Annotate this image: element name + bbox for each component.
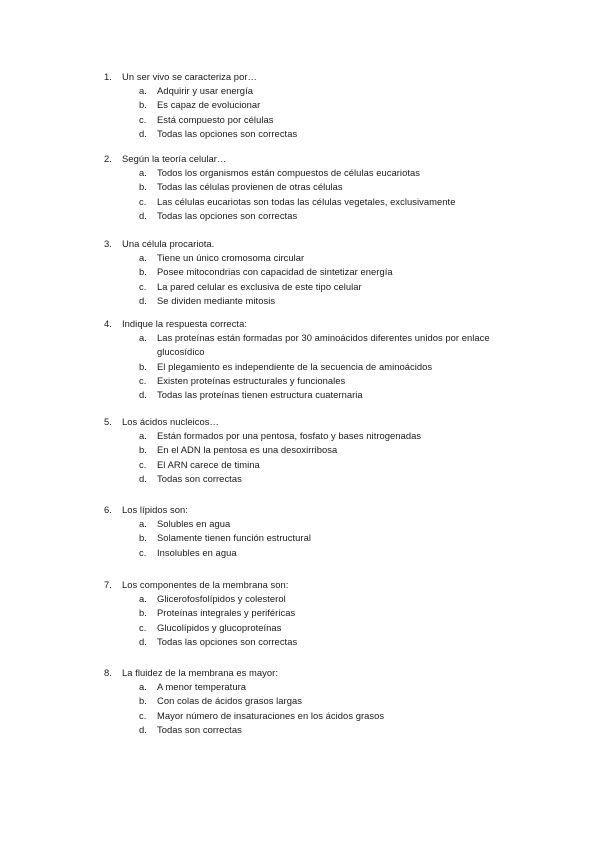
option-letter: d. — [139, 389, 147, 400]
option-b — [0, 694, 599, 708]
option-b — [0, 531, 599, 545]
option-d — [0, 127, 599, 141]
question-number: 8. — [104, 667, 112, 678]
option-text: Se dividen mediante mitosis — [157, 294, 276, 306]
option-letter: a. — [139, 252, 147, 264]
option-text: Están formados por una pentosa, fosfato y bases nitrogenadas — [157, 430, 422, 442]
option-a — [0, 251, 599, 265]
option-text: Mayor número de insaturaciones en los ácidos grasos — [157, 709, 385, 721]
option-text: Existen proteínas estructurales y funcionales — [157, 374, 346, 386]
option-c — [0, 113, 599, 127]
question-7 — [0, 578, 599, 649]
question-number: 7. — [104, 579, 112, 590]
option-d — [0, 472, 599, 486]
option-letter: b. — [139, 181, 147, 193]
option-c — [0, 709, 599, 723]
option-b — [0, 360, 599, 374]
option-letter: d. — [139, 209, 147, 221]
option-letter: c. — [139, 374, 147, 386]
option-letter: d. — [139, 294, 147, 306]
option-text: Adquirir y usar energía — [157, 85, 253, 97]
option-letter: d. — [139, 127, 147, 139]
option-letter: b. — [139, 99, 147, 111]
question-5 — [0, 415, 599, 486]
option-text: Todas las opciones son correctas — [157, 127, 298, 139]
option-letter: a. — [139, 167, 147, 179]
option-text: Insolubles en agua — [157, 546, 237, 558]
option-a — [0, 166, 599, 180]
option-letter: a. — [139, 681, 147, 693]
option-letter: b. — [139, 695, 147, 707]
option-c — [0, 374, 599, 388]
question-3 — [0, 237, 599, 308]
option-letter: b. — [139, 444, 147, 456]
option-text: El ARN carece de timina — [157, 458, 260, 470]
question-text: Los lípidos son: — [122, 504, 188, 515]
option-c — [0, 621, 599, 635]
question-number: 1. — [104, 71, 112, 82]
option-b — [0, 606, 599, 620]
option-letter: a. — [139, 332, 147, 344]
option-text: Las proteínas están formadas por 30 aminoácidos diferentes unidos por enlace glucosídico — [157, 332, 490, 358]
option-letter: a. — [139, 518, 147, 530]
option-a — [0, 517, 599, 531]
option-d — [0, 635, 599, 649]
question-4 — [0, 317, 599, 402]
option-text: En el ADN la pentosa es una desoxirribosa — [157, 444, 338, 456]
option-text: Glucolípidos y glucoproteínas — [157, 621, 282, 633]
question-number: 3. — [104, 238, 112, 249]
option-text: Las células eucariotas son todas las células vegetales, exclusivamente — [157, 195, 456, 207]
question-2 — [0, 152, 599, 223]
option-text: Con colas de ácidos grasos largas — [157, 695, 302, 707]
option-text: Todas las células provienen de otras células — [157, 181, 343, 193]
option-b — [0, 180, 599, 194]
option-text: Todas son correctas — [157, 723, 242, 735]
question-number: 2. — [104, 153, 112, 164]
option-text: Todas las opciones son correctas — [157, 209, 298, 221]
option-text: Proteínas integrales y periféricas — [157, 607, 296, 619]
option-a — [0, 84, 599, 98]
option-b — [0, 265, 599, 279]
option-letter: a. — [139, 430, 147, 442]
option-text: Solubles en agua — [157, 518, 231, 530]
option-letter: c. — [139, 458, 147, 470]
option-letter: d. — [139, 635, 147, 647]
option-text: Glicerofosfolípidos y colesterol — [157, 593, 286, 605]
option-letter: c. — [139, 621, 147, 633]
option-letter: c. — [139, 546, 147, 558]
option-text: Es capaz de evolucionar — [157, 99, 261, 111]
option-letter: b. — [139, 532, 147, 544]
option-d — [0, 209, 599, 223]
option-text: La pared celular es exclusiva de este tipo celular — [157, 280, 362, 292]
question-number: 6. — [104, 504, 112, 515]
option-letter: b. — [139, 360, 147, 372]
question-text: Un ser vivo se caracteriza por… — [122, 71, 257, 82]
option-text: Todas las opciones son correctas — [157, 635, 298, 647]
question-text: Según la teoría celular… — [122, 153, 227, 164]
option-letter: c. — [139, 113, 147, 125]
question-8 — [0, 666, 599, 737]
option-c — [0, 195, 599, 209]
option-d — [0, 723, 599, 737]
option-letter: c. — [139, 709, 147, 721]
question-number: 4. — [104, 318, 112, 329]
option-text: Todas son correctas — [157, 472, 242, 484]
question-text: La fluidez de la membrana es mayor: — [122, 667, 278, 678]
question-1 — [0, 70, 599, 141]
option-letter: c. — [139, 280, 147, 292]
option-letter: d. — [139, 723, 147, 735]
option-d — [0, 294, 599, 308]
option-text: Tiene un único cromosoma circular — [157, 252, 305, 264]
option-b — [0, 98, 599, 112]
option-a — [0, 331, 599, 359]
question-number: 5. — [104, 416, 112, 427]
option-b — [0, 443, 599, 457]
option-a — [0, 680, 599, 694]
option-letter: d. — [139, 472, 147, 484]
option-letter: c. — [139, 195, 147, 207]
option-text: Está compuesto por células — [157, 113, 274, 125]
option-text: Todas las proteínas tienen estructura cuaternaria — [157, 389, 363, 400]
question-6 — [0, 503, 599, 560]
question-text: Los ácidos nucleicos… — [122, 416, 219, 427]
option-text: A menor temperatura — [157, 681, 247, 693]
option-c — [0, 546, 599, 560]
option-a — [0, 592, 599, 606]
option-letter: b. — [139, 266, 147, 278]
option-c — [0, 280, 599, 294]
question-text: Indique la respuesta correcta: — [122, 318, 248, 329]
option-d — [0, 388, 599, 402]
option-a — [0, 429, 599, 443]
option-text: Todos los organismos están compuestos de células eucariotas — [157, 167, 420, 179]
option-text: Posee mitocondrias con capacidad de sintetizar energía — [157, 266, 393, 278]
option-c — [0, 458, 599, 472]
option-text: Solamente tienen función estructural — [157, 532, 311, 544]
option-letter: a. — [139, 85, 147, 97]
option-letter: b. — [139, 607, 147, 619]
option-text: El plegamiento es independiente de la secuencia de aminoácidos — [157, 360, 433, 372]
question-text: Los componentes de la membrana son: — [122, 579, 289, 590]
option-letter: a. — [139, 593, 147, 605]
question-text: Una célula procariota. — [122, 238, 215, 249]
